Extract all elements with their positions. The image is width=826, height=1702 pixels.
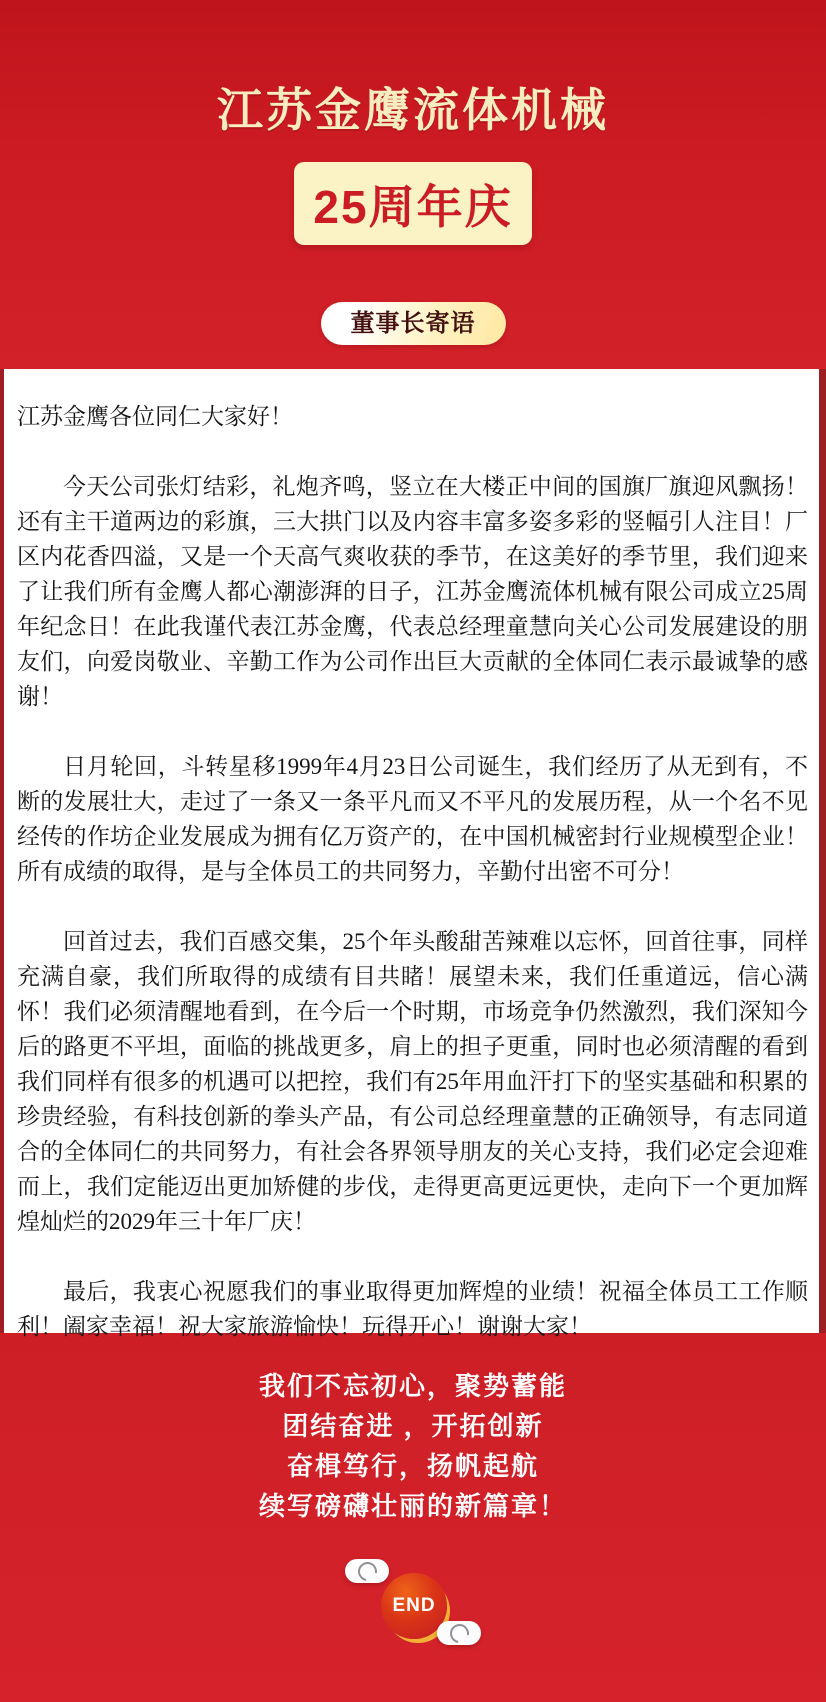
anniversary-badge-label: 25周年庆 [313,180,513,233]
letter-panel [4,369,819,1339]
ring-icon [446,1620,472,1646]
slogan-line: 我们不忘初心，聚势蓄能 [258,1371,567,1401]
footer-section [0,1333,826,1702]
ring-icon [354,1558,380,1584]
chairman-message-pill: 董事长寄语 [321,302,506,345]
page-title: 江苏金鹰流体机械 [217,84,609,136]
letter-paragraph: 今天公司张灯结彩，礼炮齐鸣，竖立在大楼正中间的国旗厂旗迎风飘扬！还有主干道两边的彩旗，三大拱门以及内容丰富多姿多彩的竖幅引人注目！厂区内花香四溢，又是一个天高气爽收获的季节，在这美好的季节里，我们迎来了让我们所有金鹰人都心潮澎湃的日子，江苏金鹰流体机械有限公司成立25周年纪念日！在此我谨代表江苏金鹰，代表总经理童慧向关心公司发展建设的朋友们，向爱岗敬业、辛勤工作为公司作出巨大贡献的全体同仁表示最诚挚的感谢！ [17,474,808,709]
letter-paragraph: 日月轮回，斗转星移1999年4月23日公司诞生，我们经历了从无到有，不断的发展壮大，走过了一条又一条平凡而又不平凡的发展历程，从一个名不见经传的作坊企业发展成为拥有亿万资产的，在中国机械密封行业规模型企业！所有成绩的取得，是与全体员工的共同努力，辛勤付出密不可分！ [17,754,808,884]
letter-section [0,369,826,1339]
decor-pill-top [345,1559,389,1583]
greeting-line: 江苏金鹰各位同仁大家好！ [17,404,293,429]
end-graphic [345,1559,481,1645]
letter-paragraph: 最后，我衷心祝愿我们的事业取得更加辉煌的业绩！祝福全体员工工作顺利！阖家幸福！祝大家旅游愉快！玩得开心！谢谢大家！ [17,1279,808,1339]
anniversary-badge [294,162,532,245]
header-section [0,0,826,369]
end-badge-label: END [392,1595,436,1616]
decor-pill-bottom [437,1621,481,1645]
slogan-line: 团结奋进 ，开拓创新 [282,1411,544,1441]
slogan-block [0,1373,826,1519]
slogan-line: 奋楫笃行，扬帆起航 [286,1451,539,1481]
letter-paragraph: 回首过去，我们百感交集，25个年头酸甜苦辣难以忘怀，回首往事，同样充满自豪，我们所取得的成绩有目共睹！展望未来，我们任重道远，信心满怀！我们必须清醒地看到，在今后一个时期，市场竞争仍然激烈，我们深知今后的路更不平坦，面临的挑战更多，肩上的担子更重，同时也必须清醒的看到我们同样有很多的机遇可以把控，我们有25年用血汗打下的坚实基础和积累的珍贵经验，有科技创新的拳头产品，有公司总经理童慧的正确领导，有志同道合的全体同仁的共同努力，有社会各界领导朋友的关心支持，我们必定会迎难而上，我们定能迈出更加矫健的步伐，走得更高更远更快，走向下一个更加辉煌灿烂的2029年三十年厂庆！ [17,929,808,1234]
slogan-line: 续写磅礴壮丽的新篇章！ [258,1491,567,1521]
